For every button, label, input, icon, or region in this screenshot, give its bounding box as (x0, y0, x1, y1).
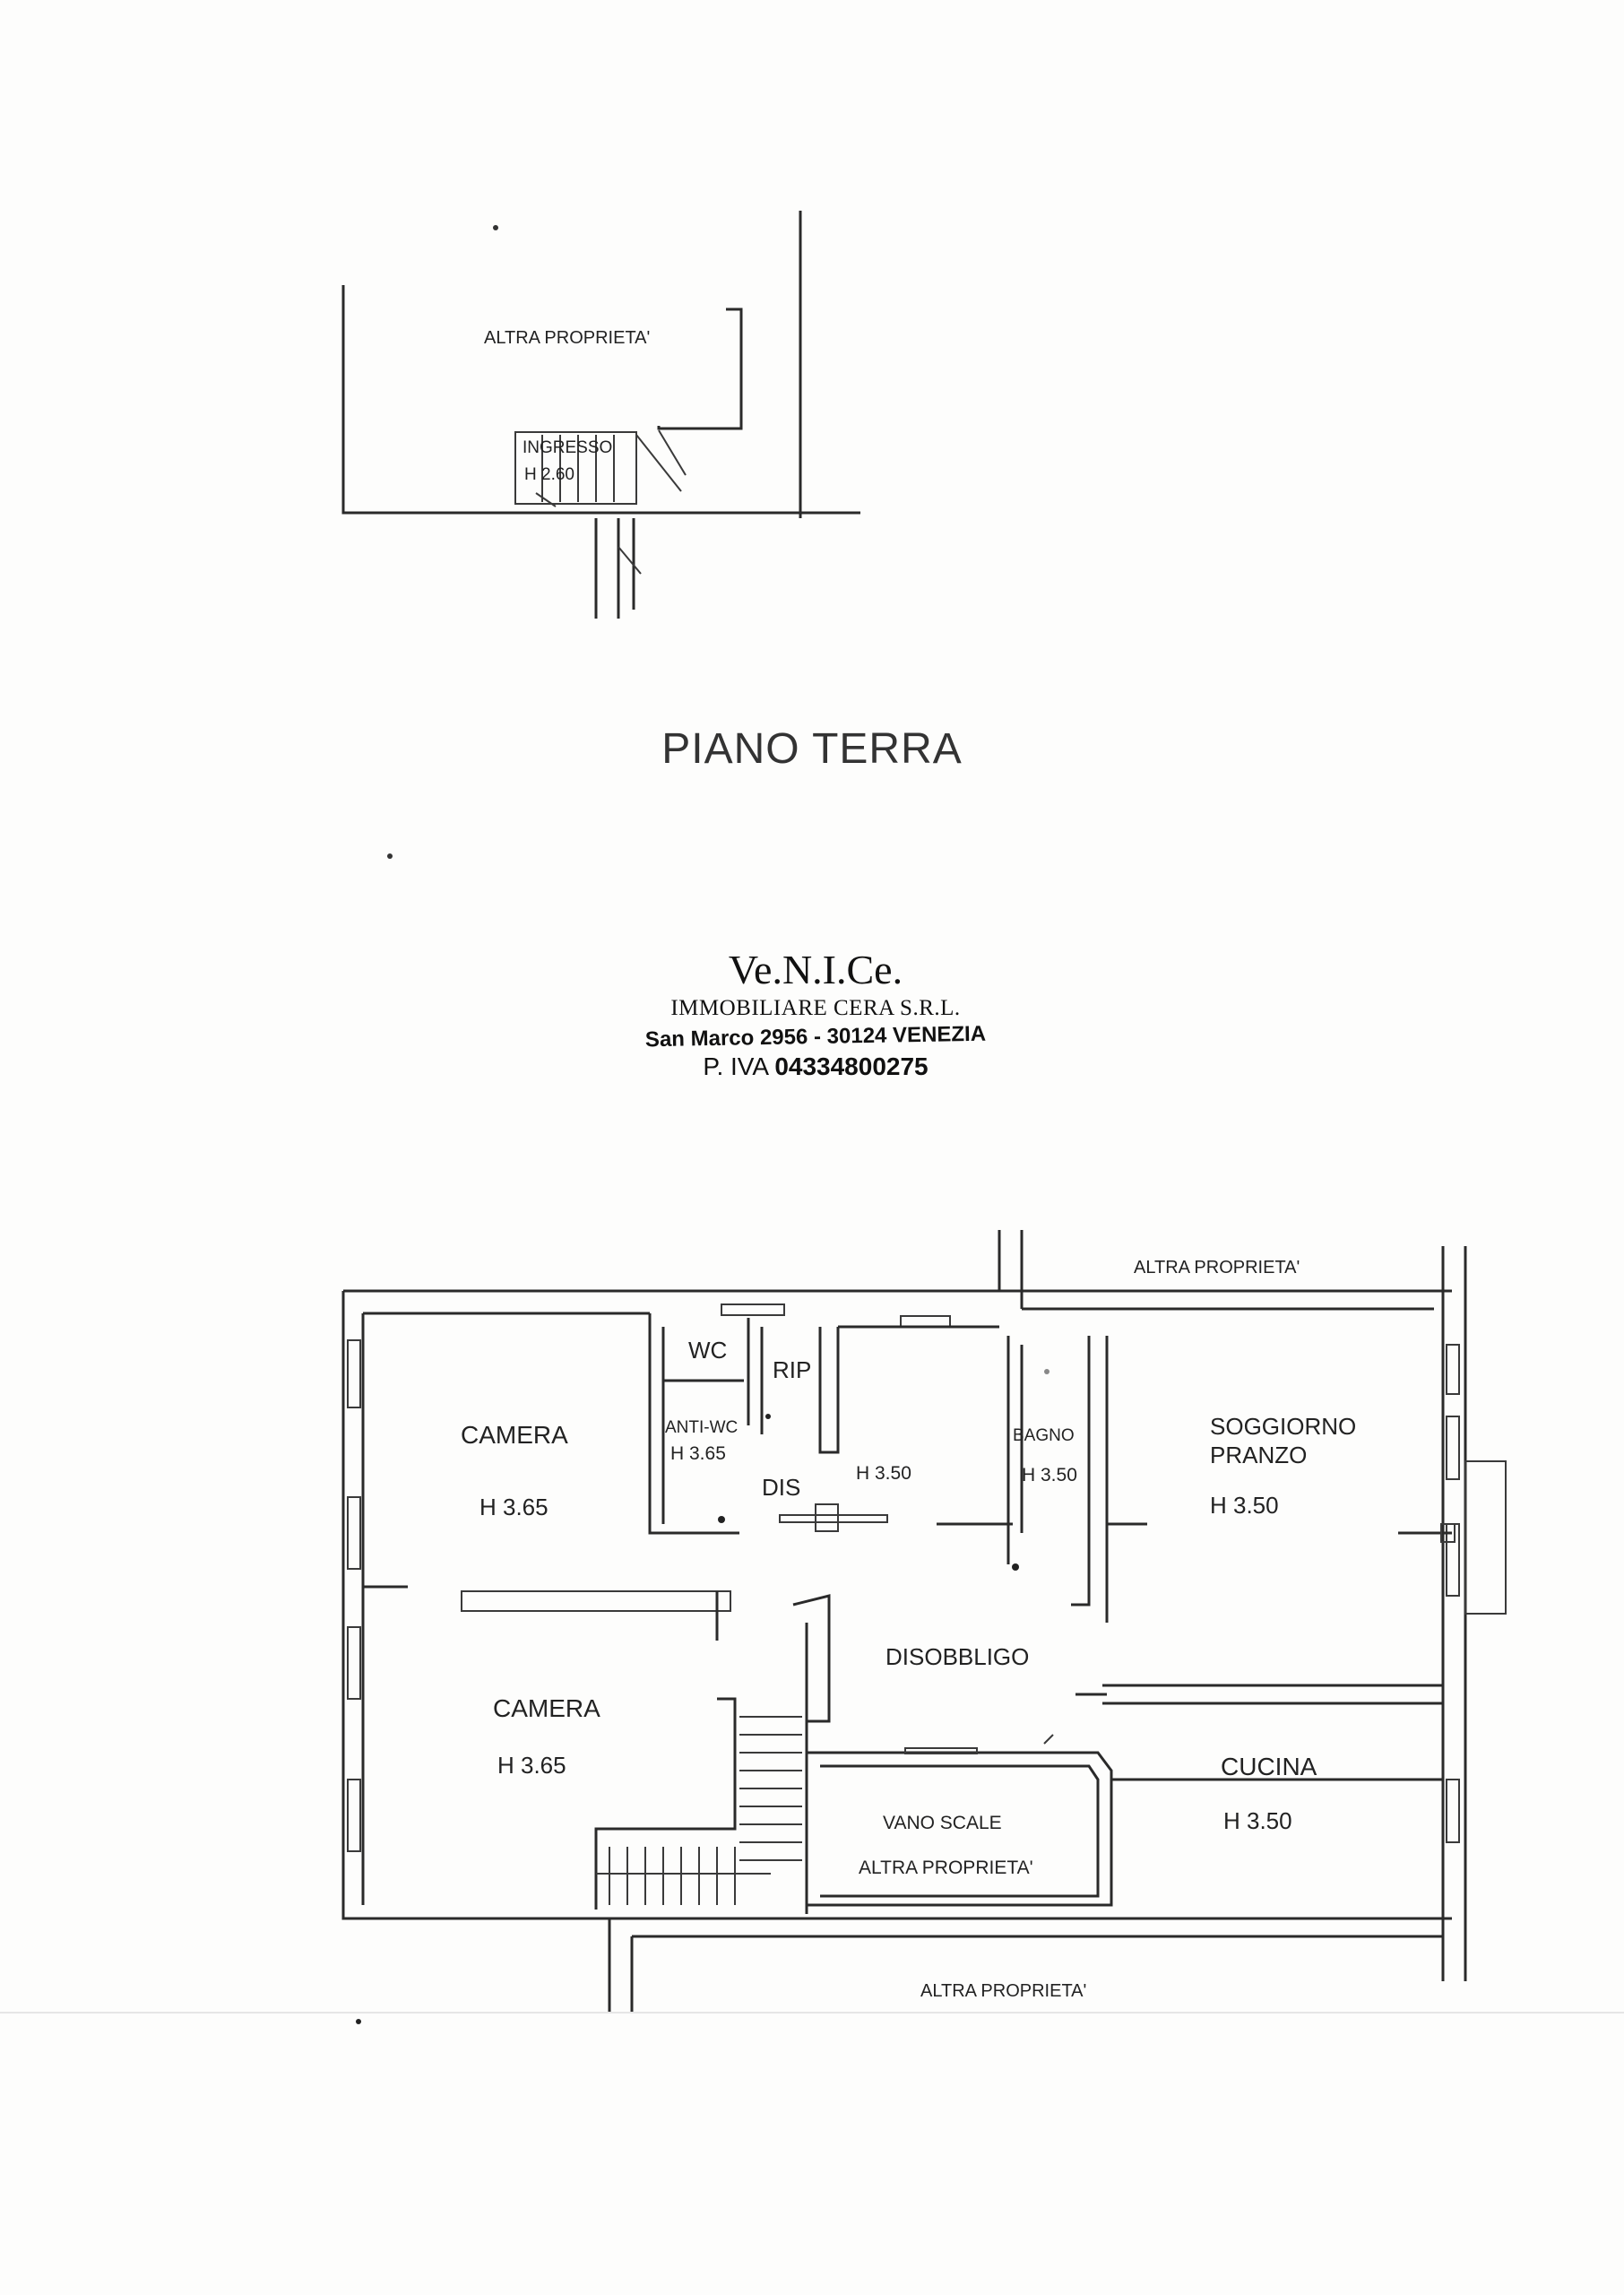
stamp-vat (538, 1052, 1093, 1082)
pranzo-label: PRANZO (1210, 1442, 1308, 1468)
vano-scale-door (905, 1748, 977, 1754)
speck (765, 1414, 771, 1419)
stamp-vat-prefix: P. IVA (703, 1052, 768, 1080)
dis-door (780, 1515, 887, 1522)
bagno-label: BAGNO (1013, 1426, 1075, 1445)
soggiorno-label: SOGGIORNO (1210, 1413, 1357, 1440)
stamp-vat-number: 04334800275 (774, 1052, 929, 1080)
upper-altra-proprieta-bottom-label: ALTRA PROPRIETA' (920, 1981, 1087, 2001)
cucina-height-label: H 3.50 (1223, 1807, 1292, 1834)
speck (1044, 1369, 1050, 1374)
camera2-height-label: H 3.65 (497, 1752, 566, 1779)
upper-floor-plan (343, 1230, 1506, 2024)
floor-title: PIANO TERRA (661, 725, 963, 773)
cucina-label: CUCINA (1221, 1753, 1317, 1780)
speck (356, 2019, 361, 2024)
stamp-name: IMMOBILIARE CERA S.R.L. (670, 996, 961, 1020)
speck (387, 853, 393, 859)
top-window (901, 1316, 950, 1327)
rip-right-wall (820, 1327, 838, 1452)
vano-scale-label: VANO SCALE (883, 1813, 1002, 1833)
bagno-height-label: H 3.50 (1022, 1465, 1077, 1485)
stamp-company: Ve.N.I.Ce. (728, 947, 903, 992)
door-mark (1044, 1735, 1053, 1744)
ground-altra-proprieta-label: ALTRA PROPRIETA' (484, 328, 651, 348)
dis-label: DIS (762, 1474, 801, 1501)
entry-door-swing (618, 547, 641, 574)
wc-label: WC (688, 1337, 728, 1364)
anti-wc-label: ANTI-WC (665, 1418, 739, 1437)
ingresso-label: INGRESSO (523, 438, 613, 457)
anti-wc-height-label: H 3.65 (670, 1443, 726, 1464)
stair-wall-left (596, 1699, 735, 1910)
ground-floor-notch-wall (659, 309, 741, 429)
stamp-address: San Marco 2956 - 30124 VENEZIA (644, 1021, 987, 1052)
rip-label: RIP (773, 1356, 812, 1383)
speck (1012, 1563, 1019, 1571)
central-column (793, 1596, 829, 1721)
right-windows (1447, 1345, 1506, 1842)
ground-floor-outer-wall (343, 285, 860, 513)
ingresso-height-label: H 2.60 (524, 465, 574, 484)
upper-altra-proprieta-top-label: ALTRA PROPRIETA' (1134, 1258, 1300, 1277)
dis-pillar (816, 1504, 838, 1531)
left-windows (348, 1340, 360, 1851)
speck (718, 1516, 725, 1523)
camera1-height-label: H 3.65 (479, 1494, 549, 1520)
camera2-label: CAMERA (493, 1694, 600, 1722)
top-window (721, 1304, 784, 1315)
upper-stairs (596, 1717, 802, 1905)
company-stamp (538, 946, 1093, 1082)
speck (493, 225, 498, 230)
dis-height-label: H 3.50 (856, 1463, 911, 1484)
camera1-label: CAMERA (461, 1421, 568, 1449)
soggiorno-height-label: H 3.50 (1210, 1492, 1279, 1519)
vano-scale-altra-proprieta-label: ALTRA PROPRIETA' (859, 1858, 1033, 1878)
camera-partition (462, 1591, 730, 1611)
disobbligo-label: DISOBBLIGO (885, 1643, 1030, 1670)
